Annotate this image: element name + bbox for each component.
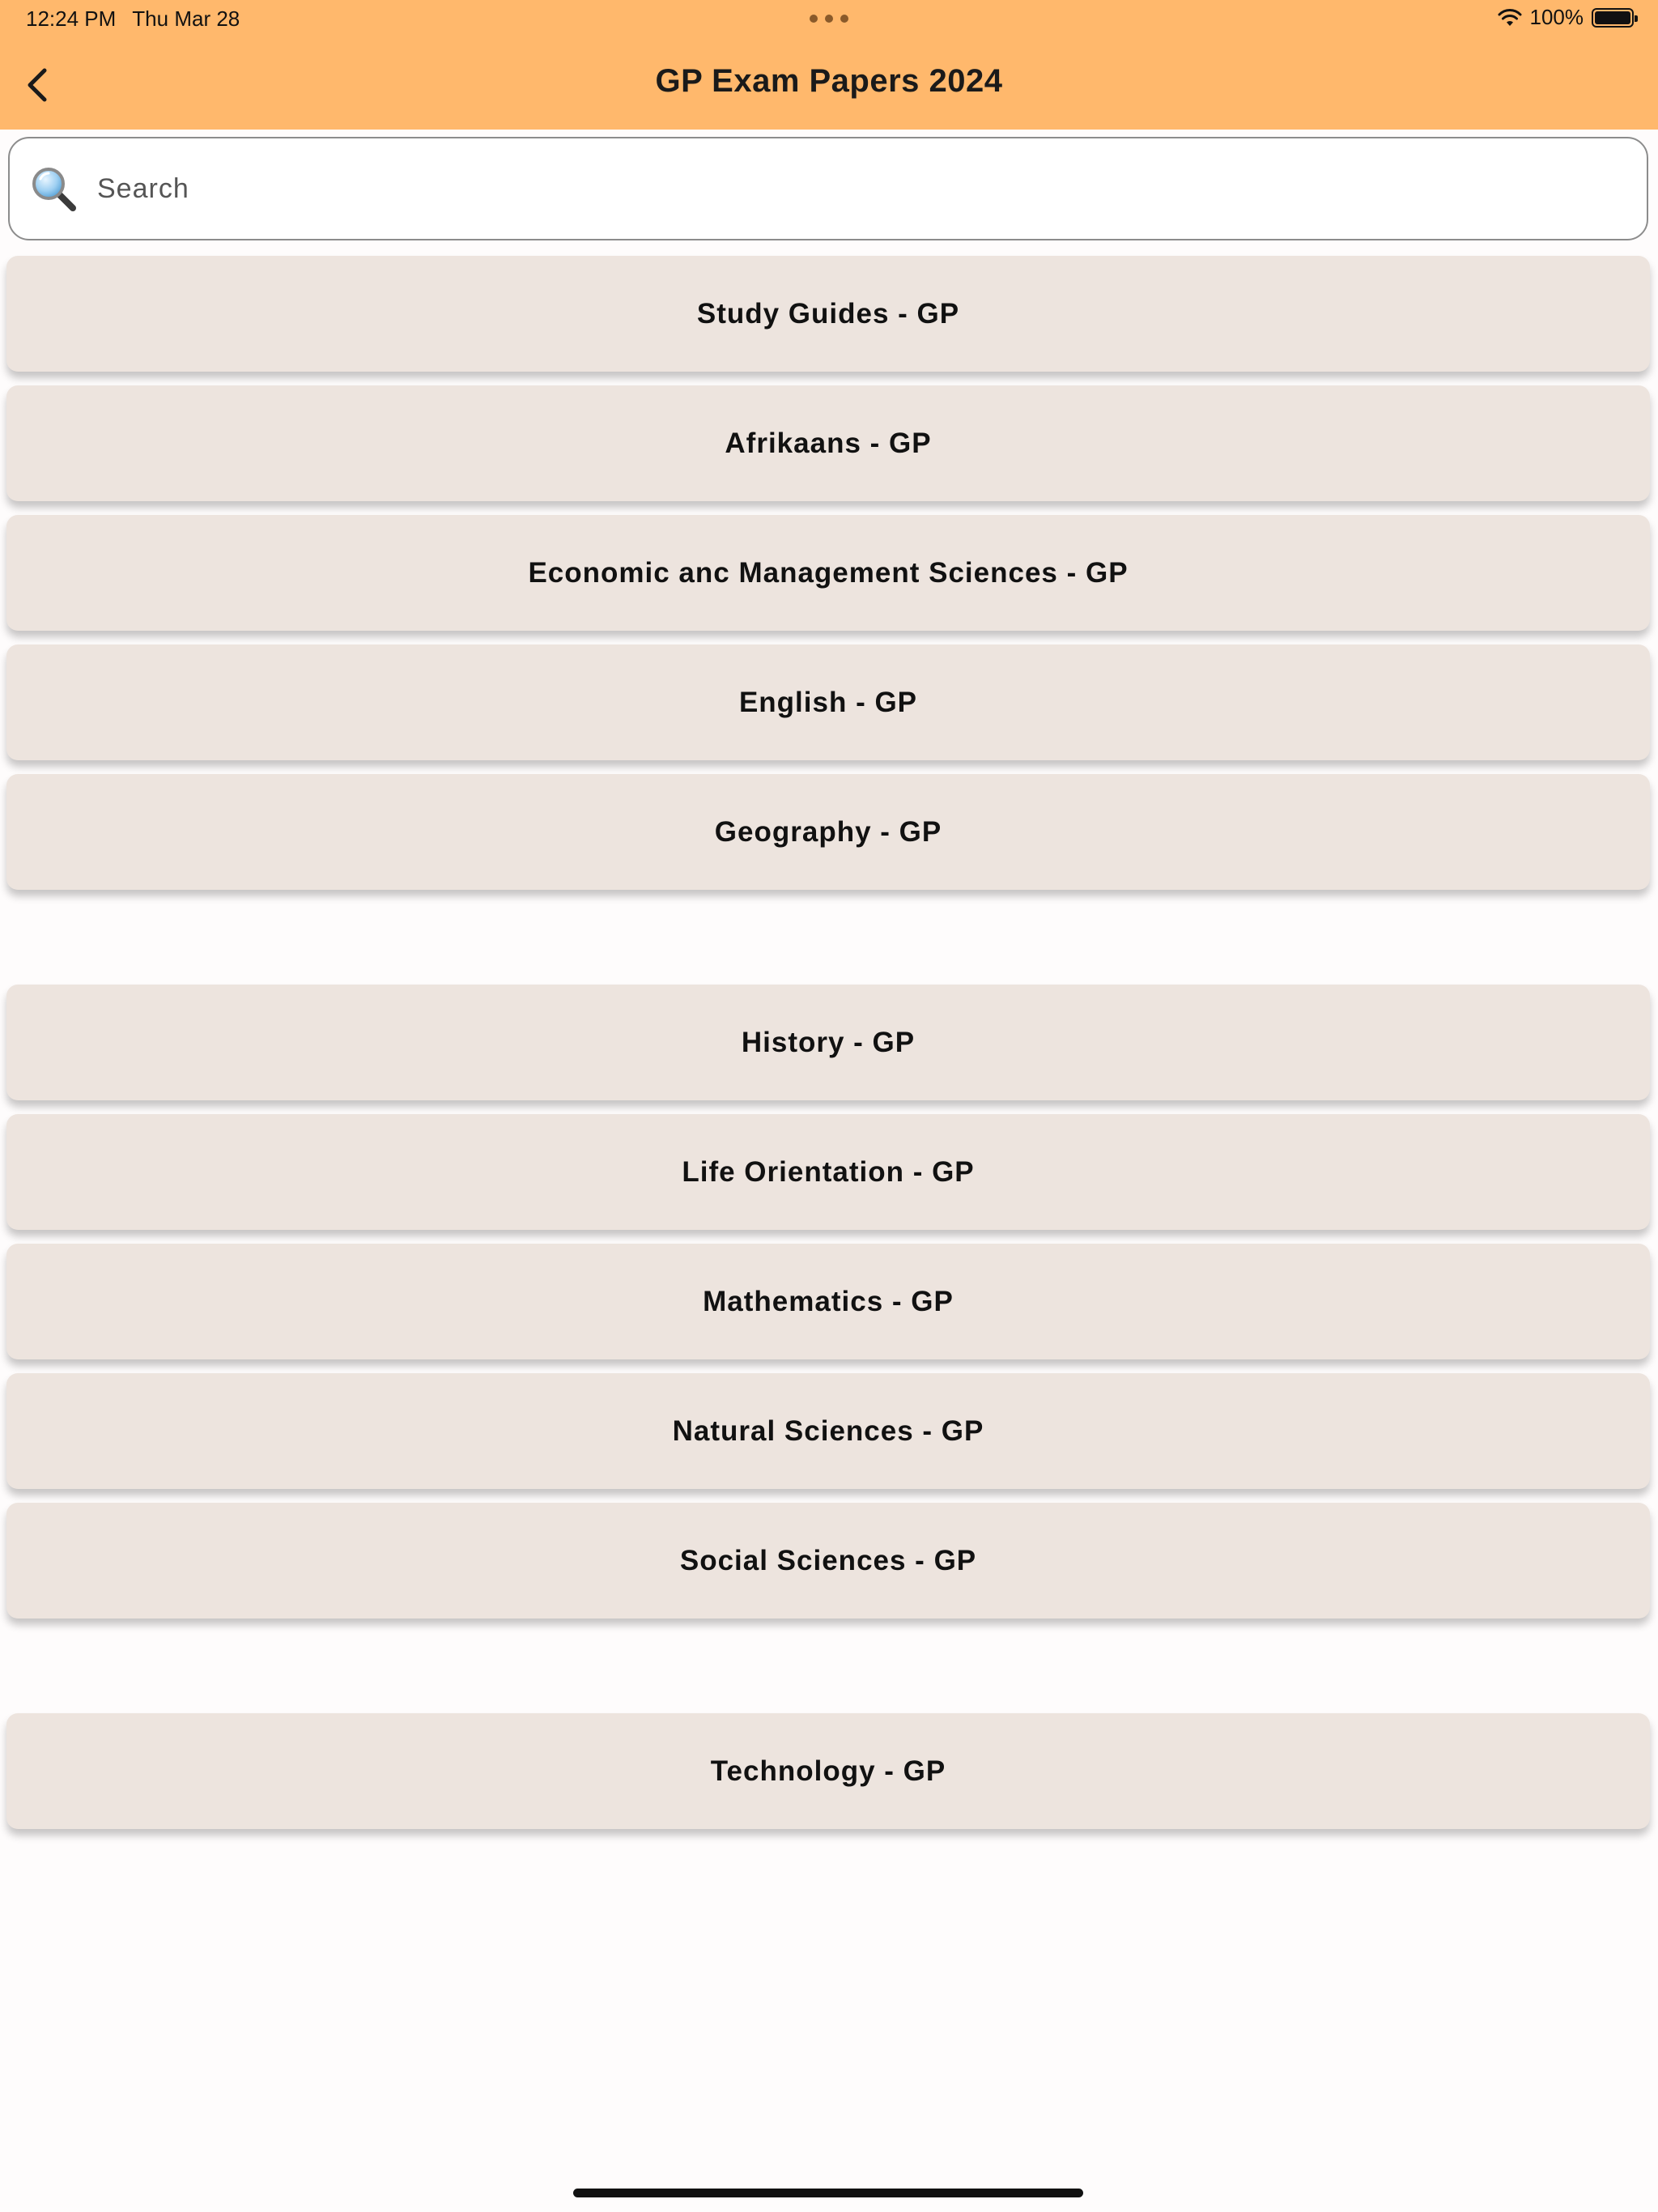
page-title: GP Exam Papers 2024 — [655, 63, 1003, 99]
subject-button-history[interactable]: History - GP — [6, 985, 1650, 1100]
battery-percent: 100% — [1529, 5, 1584, 29]
multitasking-dots-icon[interactable] — [810, 15, 848, 23]
subject-button-natural-sciences[interactable]: Natural Sciences - GP — [6, 1373, 1650, 1489]
subject-button-english[interactable]: English - GP — [6, 644, 1650, 760]
subject-button-geography[interactable]: Geography - GP — [6, 774, 1650, 890]
search-bar[interactable] — [8, 137, 1648, 240]
home-indicator[interactable] — [573, 2189, 1083, 2197]
status-indicators — [1498, 5, 1635, 30]
subject-button-economic-management-sciences[interactable]: Economic anc Management Sciences - GP — [6, 515, 1650, 631]
status-date: Thu Mar 28 — [132, 6, 240, 31]
wifi-icon — [1498, 8, 1522, 28]
search-input[interactable] — [96, 156, 1593, 221]
status-time — [26, 6, 240, 32]
magnifier-icon — [29, 164, 78, 213]
subject-button-study-guides[interactable]: Study Guides - GP — [6, 256, 1650, 372]
subject-button-technology[interactable]: Technology - GP — [6, 1713, 1650, 1829]
clock: 12:24 PM — [26, 6, 117, 31]
subject-button-afrikaans[interactable]: Afrikaans - GP — [6, 385, 1650, 501]
subject-button-mathematics[interactable]: Mathematics - GP — [6, 1244, 1650, 1359]
battery-icon — [1592, 8, 1634, 28]
subject-button-life-orientation[interactable]: Life Orientation - GP — [6, 1114, 1650, 1230]
header-bar — [0, 0, 1658, 130]
subject-button-social-sciences[interactable]: Social Sciences - GP — [6, 1503, 1650, 1619]
